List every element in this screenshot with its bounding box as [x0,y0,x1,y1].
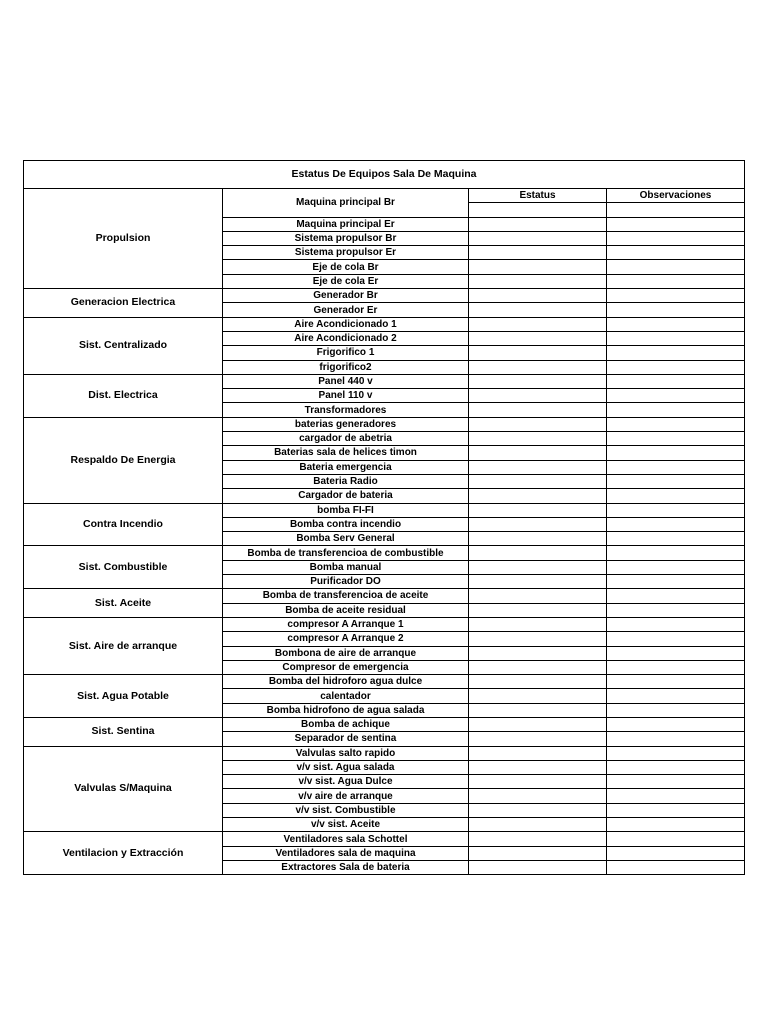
equipment-name-cell: Bateria emergencia [223,460,469,474]
observations-cell[interactable] [607,717,745,731]
equipment-name-cell: v/v sist. Combustible [223,803,469,817]
status-cell[interactable] [469,446,607,460]
status-cell[interactable] [469,389,607,403]
status-cell[interactable] [469,274,607,288]
equipment-name-cell: frigorifico2 [223,360,469,374]
observations-cell[interactable] [607,317,745,331]
observations-cell[interactable] [607,389,745,403]
group-name-cell: Generacion Electrica [24,289,223,318]
table-row [24,675,745,689]
status-column-header: Estatus [469,189,607,203]
status-cell[interactable] [469,818,607,832]
observations-cell[interactable] [607,417,745,431]
equipment-name-cell: Bomba de transferencioa de combustible [223,546,469,560]
table-row [24,189,745,203]
status-cell[interactable] [469,289,607,303]
status-cell[interactable] [469,432,607,446]
group-name-cell: Respaldo De Energia [24,417,223,503]
status-cell[interactable] [469,474,607,488]
status-cell[interactable] [469,417,607,431]
status-cell[interactable] [469,360,607,374]
equipment-name-cell: v/v sist. Aceite [223,818,469,832]
equipment-name-cell: Eje de cola Br [223,260,469,274]
table-row [24,832,745,846]
observations-cell[interactable] [607,860,745,874]
status-cell[interactable] [469,732,607,746]
observations-cell[interactable] [607,203,745,217]
status-cell[interactable] [469,246,607,260]
observations-cell[interactable] [607,446,745,460]
status-cell[interactable] [469,760,607,774]
observations-cell[interactable] [607,589,745,603]
observations-cell[interactable] [607,775,745,789]
observations-cell[interactable] [607,289,745,303]
observations-cell[interactable] [607,474,745,488]
equipment-name-cell: Eje de cola Er [223,274,469,288]
status-cell[interactable] [469,517,607,531]
observations-cell[interactable] [607,532,745,546]
equipment-name-cell: Frigorifico 1 [223,346,469,360]
status-cell[interactable] [469,503,607,517]
observations-cell[interactable] [607,560,745,574]
observations-cell[interactable] [607,760,745,774]
equipment-name-cell: Generador Er [223,303,469,317]
status-cell[interactable] [469,489,607,503]
equipment-name-cell: Maquina principal Br [223,189,469,218]
group-name-cell: Sist. Agua Potable [24,675,223,718]
status-cell[interactable] [469,203,607,217]
table-row [24,417,745,431]
equipment-name-cell: Aire Acondicionado 2 [223,331,469,345]
group-name-cell: Contra Incendio [24,503,223,546]
equipment-name-cell: Ventiladores sala Schottel [223,832,469,846]
status-cell[interactable] [469,846,607,860]
equipment-name-cell: Bomba hidrofono de agua salada [223,703,469,717]
equipment-name-cell: cargador de abetria [223,432,469,446]
equipment-name-cell: Bateria Radio [223,474,469,488]
equipment-name-cell: Separador de sentina [223,732,469,746]
observations-cell[interactable] [607,675,745,689]
equipment-name-cell: Valvulas salto rapido [223,746,469,760]
observations-cell[interactable] [607,617,745,631]
equipment-name-cell: compresor A Arranque 2 [223,632,469,646]
equipment-name-cell: Extractores Sala de bateria [223,860,469,874]
group-name-cell: Dist. Electrica [24,374,223,417]
observations-cell[interactable] [607,231,745,245]
observations-cell[interactable] [607,603,745,617]
status-cell[interactable] [469,532,607,546]
observations-cell[interactable] [607,460,745,474]
equipment-name-cell: Maquina principal Er [223,217,469,231]
observations-cell[interactable] [607,217,745,231]
status-cell[interactable] [469,560,607,574]
status-cell[interactable] [469,860,607,874]
observations-cell[interactable] [607,374,745,388]
group-name-cell: Ventilacion y Extracción [24,832,223,875]
table-row [24,317,745,331]
observations-cell[interactable] [607,660,745,674]
equipment-name-cell: Ventiladores sala de maquina [223,846,469,860]
equipment-name-cell: Panel 440 v [223,374,469,388]
equipment-name-cell: Sistema propulsor Er [223,246,469,260]
status-cell[interactable] [469,331,607,345]
status-cell[interactable] [469,217,607,231]
table-row [24,546,745,560]
status-cell[interactable] [469,403,607,417]
status-cell[interactable] [469,460,607,474]
status-cell[interactable] [469,775,607,789]
status-cell[interactable] [469,346,607,360]
observations-cell[interactable] [607,803,745,817]
status-cell[interactable] [469,575,607,589]
observations-cell[interactable] [607,246,745,260]
observations-cell[interactable] [607,732,745,746]
table-row [24,374,745,388]
observations-cell[interactable] [607,503,745,517]
observations-cell[interactable] [607,546,745,560]
equipment-name-cell: Bombona de aire de arranque [223,646,469,660]
equipment-name-cell: Bomba del hidroforo agua dulce [223,675,469,689]
equipment-name-cell: v/v sist. Agua salada [223,760,469,774]
equipment-name-cell: baterias generadores [223,417,469,431]
equipment-name-cell: bomba FI-FI [223,503,469,517]
equipment-name-cell: Cargador de bateria [223,489,469,503]
group-name-cell: Sist. Centralizado [24,317,223,374]
status-cell[interactable] [469,589,607,603]
status-cell[interactable] [469,675,607,689]
observations-cell[interactable] [607,689,745,703]
group-name-cell: Sist. Sentina [24,717,223,746]
observations-cell[interactable] [607,403,745,417]
status-cell[interactable] [469,374,607,388]
status-cell[interactable] [469,803,607,817]
observations-cell[interactable] [607,646,745,660]
observations-cell[interactable] [607,789,745,803]
status-cell[interactable] [469,789,607,803]
observations-cell[interactable] [607,303,745,317]
equipment-status-sheet [23,160,744,875]
equipment-name-cell: Bomba manual [223,560,469,574]
status-cell[interactable] [469,832,607,846]
observations-cell[interactable] [607,432,745,446]
status-cell[interactable] [469,617,607,631]
group-name-cell: Sist. Combustible [24,546,223,589]
status-cell[interactable] [469,546,607,560]
equipment-name-cell: Aire Acondicionado 1 [223,317,469,331]
group-name-cell: Propulsion [24,189,223,289]
equipment-name-cell: Bomba de achique [223,717,469,731]
equipment-name-cell: Compresor de emergencia [223,660,469,674]
status-cell[interactable] [469,231,607,245]
observations-cell[interactable] [607,489,745,503]
observations-cell[interactable] [607,846,745,860]
observations-cell[interactable] [607,632,745,646]
group-name-cell: Sist. Aceite [24,589,223,618]
equipment-name-cell: Bomba contra incendio [223,517,469,531]
observations-cell[interactable] [607,703,745,717]
observations-cell[interactable] [607,832,745,846]
observations-column-header: Observaciones [607,189,745,203]
status-cell[interactable] [469,303,607,317]
table-row [24,589,745,603]
status-cell[interactable] [469,703,607,717]
status-cell[interactable] [469,632,607,646]
equipment-name-cell: Baterias sala de helices timon [223,446,469,460]
status-cell[interactable] [469,717,607,731]
group-name-cell: Valvulas S/Maquina [24,746,223,832]
observations-cell[interactable] [607,746,745,760]
group-name-cell: Sist. Aire de arranque [24,617,223,674]
table-row [24,503,745,517]
status-cell[interactable] [469,260,607,274]
status-cell[interactable] [469,746,607,760]
status-cell[interactable] [469,317,607,331]
observations-cell[interactable] [607,260,745,274]
equipment-name-cell: Bomba de transferencioa de aceite [223,589,469,603]
table-row [24,617,745,631]
equipment-name-cell: v/v sist. Agua Dulce [223,775,469,789]
equipment-name-cell: compresor A Arranque 1 [223,617,469,631]
equipment-name-cell: Transformadores [223,403,469,417]
table-row [24,746,745,760]
observations-cell[interactable] [607,818,745,832]
equipment-name-cell: Purificador DO [223,575,469,589]
table-title: Estatus De Equipos Sala De Maquina [24,161,745,189]
equipment-name-cell: Bomba de aceite residual [223,603,469,617]
observations-cell[interactable] [607,346,745,360]
table-row [24,717,745,731]
observations-cell[interactable] [607,575,745,589]
observations-cell[interactable] [607,517,745,531]
observations-cell[interactable] [607,360,745,374]
equipment-name-cell: Sistema propulsor Br [223,231,469,245]
status-cell[interactable] [469,689,607,703]
table-row [24,289,745,303]
status-cell[interactable] [469,660,607,674]
equipment-name-cell: Bomba Serv General [223,532,469,546]
equipment-status-table [23,160,745,875]
title-row [24,161,745,189]
equipment-name-cell: Generador Br [223,289,469,303]
equipment-name-cell: calentador [223,689,469,703]
equipment-name-cell: Panel 110 v [223,389,469,403]
equipment-name-cell: v/v aire de arranque [223,789,469,803]
status-cell[interactable] [469,603,607,617]
status-cell[interactable] [469,646,607,660]
observations-cell[interactable] [607,331,745,345]
observations-cell[interactable] [607,274,745,288]
